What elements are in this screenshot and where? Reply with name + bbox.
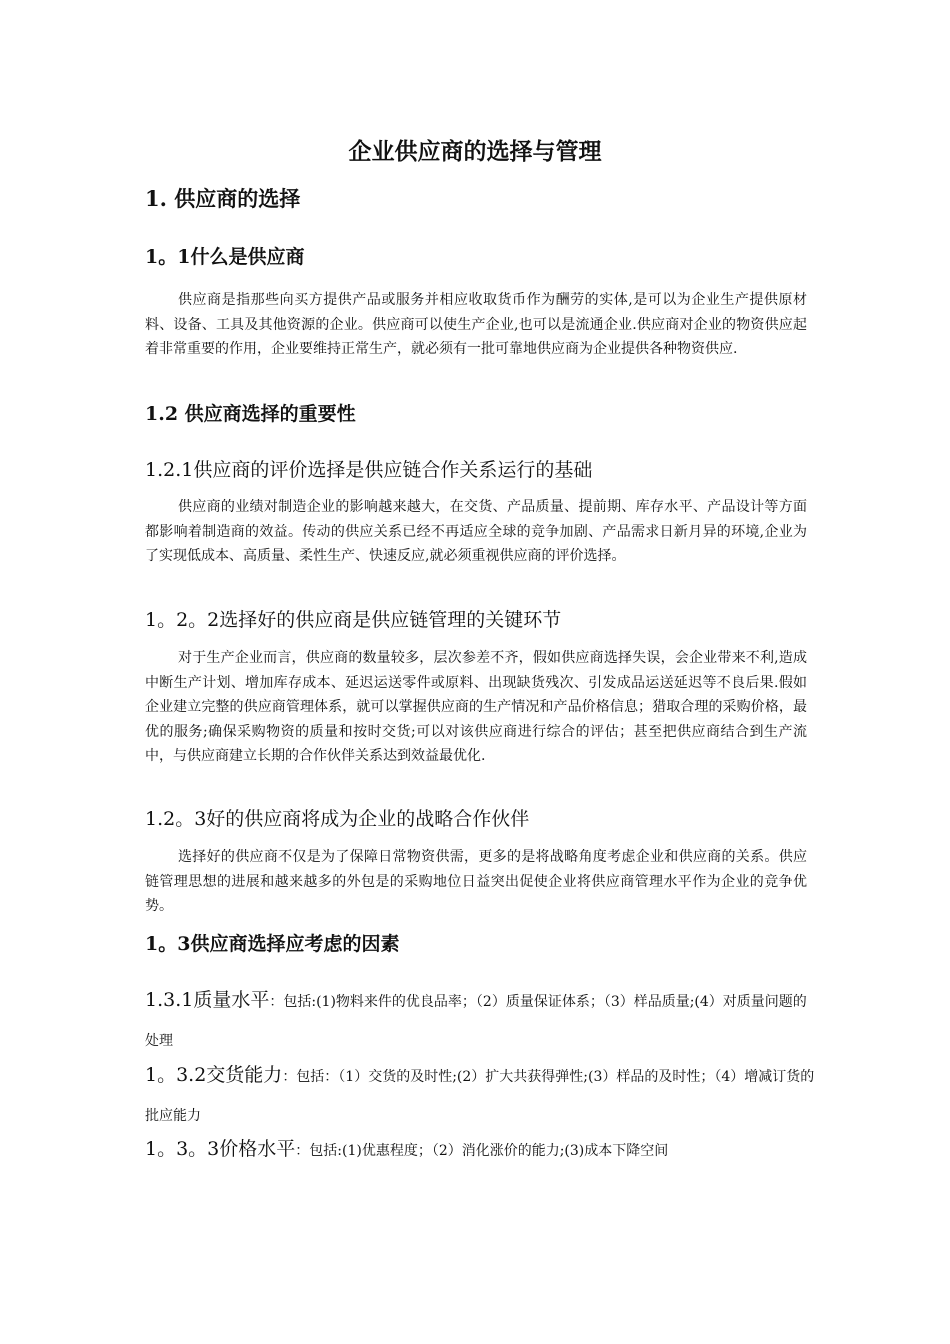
- factor-delivery: [145, 1057, 817, 1135]
- factor-delivery-label: 1。3.2交货能力: [145, 1064, 283, 1086]
- section-1-3-heading: 1。3供应商选择应考虑的因素: [145, 933, 400, 955]
- section-1-2-heading: 1.2 供应商选择的重要性: [145, 403, 356, 425]
- section-1-2-3-paragraph: 选择好的供应商不仅是为了保障日常物资供需，更多的是将战略角度考虑企业和供应商的关系。供应链管理思想的进展和越来越多的外包是的采购地位日益突出促使企业将供应商管理水平作为企业的竞争优势。: [145, 849, 807, 914]
- document-title: 企业供应商的选择与管理: [348, 138, 602, 165]
- section-1-1-heading: 1。1什么是供应商: [145, 246, 305, 268]
- factor-quality: [145, 982, 817, 1060]
- factor-price-label: 1。3。3价格水平: [145, 1138, 296, 1160]
- section-1-2-3-heading: 1.2。3好的供应商将成为企业的战略合作伙伴: [145, 808, 530, 830]
- section-1-2-2-paragraph: 对于生产企业而言，供应商的数量较多，层次参差不齐，假如供应商选择失误，会企业带来不利,造成中断生产计划、增加库存成本、延迟运送零件或原料、出现缺货残次、引发成品运送延迟等不良后果.假如企业建立完整的供应商管理体系，就可以掌握供应商的生产情况和产品价格信息；猎取合理的采购价格，最优的服务;确保采购物资的质量和按时交货;可以对该供应商进行综合的评估；甚至把供应商结合到生产流中，与供应商建立长期的合作伙伴关系达到效益最优化.: [145, 650, 807, 764]
- section-1-1-paragraph: 供应商是指那些向买方提供产品或服务并相应收取货币作为酬劳的实体,是可以为企业生产提供原材料、设备、工具及其他资源的企业。供应商可以使生产企业,也可以是流通企业.供应商对企业的物资供应起着非常重要的作用，企业要维持正常生产，就必须有一批可靠地供应商为企业提供各种物资供应.: [145, 292, 807, 357]
- factor-price-desc: ：包括:(1)优惠程度；（2）消化涨价的能力;(3)成本下降空间: [295, 1143, 669, 1159]
- factor-quality-desc: ：包括:(1)物料来件的优良品率；（2）质量保证体系；（3）样品质量;(4）对质量问题的处理: [145, 994, 807, 1049]
- factor-price: [145, 1131, 817, 1170]
- factor-quality-label: 1.3.1质量水平: [145, 989, 270, 1011]
- section-1-2-1-heading: 1.2.1供应商的评价选择是供应链合作关系运行的基础: [145, 459, 593, 481]
- section-1-heading: 1. 供应商的选择: [145, 186, 301, 211]
- factor-delivery-desc: ：包括：（1）交货的及时性;(2）扩大共获得弹性;(3）样品的及时性；（4）增减订货的批应能力: [145, 1069, 815, 1124]
- section-1-2-1-paragraph: 供应商的业绩对制造企业的影响越来越大，在交货、产品质量、提前期、库存水平、产品设计等方面都影响着制造商的效益。传动的供应关系已经不再适应全球的竞争加剧、产品需求日新月异的环境,企业为了实现低成本、高质量、柔性生产、快速反应,就必须重视供应商的评价选择。: [145, 499, 807, 564]
- section-1-2-2-heading: 1。2。2选择好的供应商是供应链管理的关键环节: [145, 609, 562, 631]
